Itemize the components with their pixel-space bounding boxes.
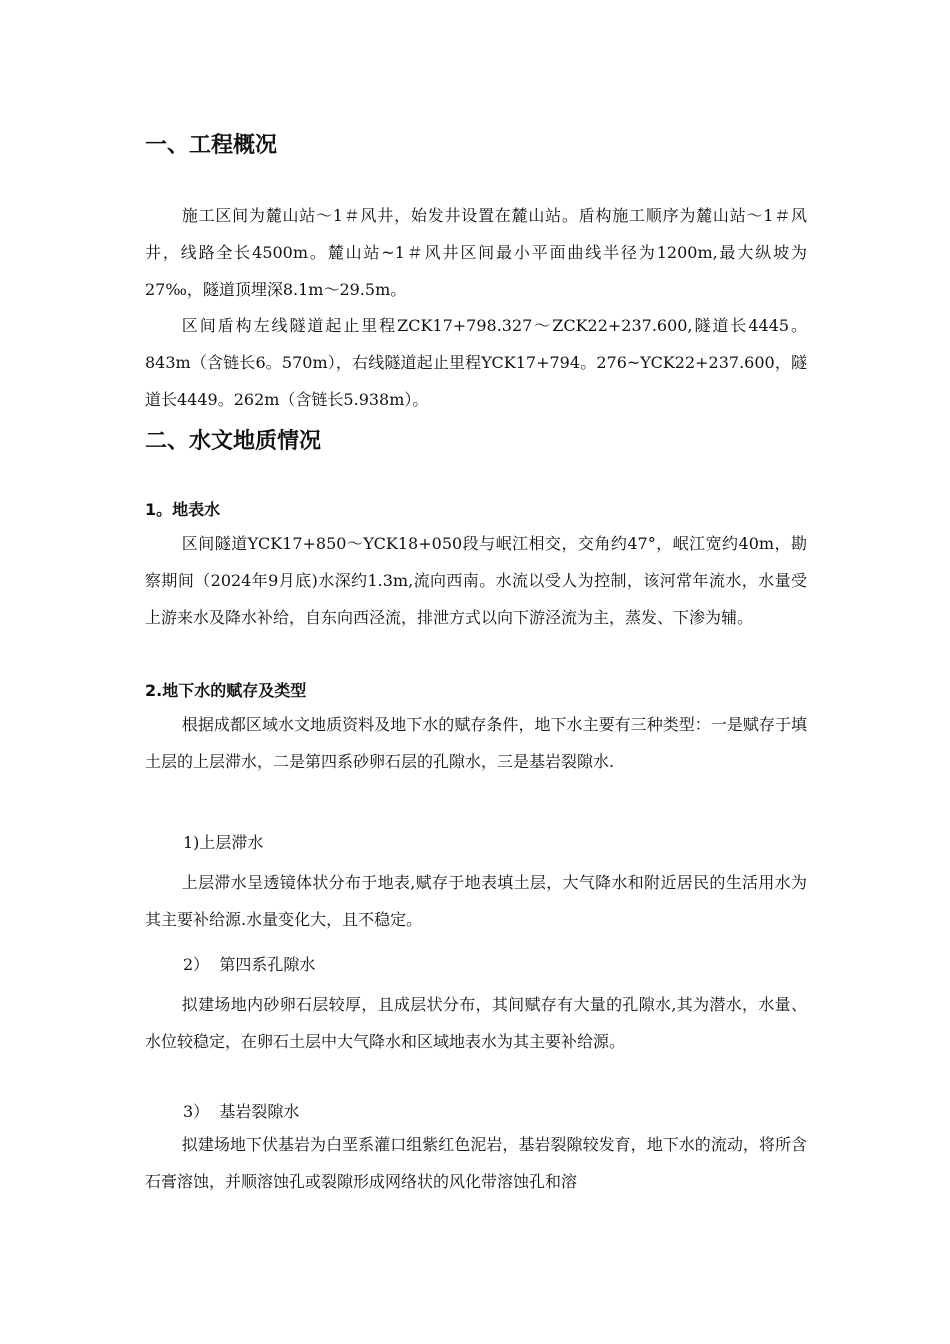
paragraph-groundwater-types: 根据成都区域水文地质资料及地下水的赋存条件，地下水主要有三种类型：一是赋存于填土层的上层滞水，二是第四系砂卵石层的孔隙水，三是基岩裂隙水. xyxy=(145,715,807,771)
paragraph-pore-water: 拟建场地内砂卵石层较厚，且成层状分布，其间赋存有大量的孔隙水,其为潜水，水量、水位较稳定，在卵石土层中大气降水和区域地表水为其主要补给源。 xyxy=(145,995,807,1051)
paragraph-fissure-water: 拟建场地下伏基岩为白垩系灌口组紫红色泥岩，基岩裂隙较发育，地下水的流动，将所含石膏溶蚀，并顺溶蚀孔或裂隙形成网络状的风化带溶蚀孔和溶 xyxy=(145,1135,807,1191)
section-heading-hydrogeology: 二、水文地质情况 xyxy=(145,429,322,454)
section-heading-project-overview: 一、工程概况 xyxy=(145,133,278,158)
item-title-perched-water: 1)上层滞水 xyxy=(183,833,264,852)
paragraph-construction-section: 施工区间为麓山站～1＃风井，始发井设置在麓山站。盾构施工顺序为麓山站～1＃风井，线路全长4500m。麓山站~1＃风井区间最小平面曲线半径为1200m,最大纵坡为27‰，隧道顶埋深8.1m～29.5m。 xyxy=(145,206,807,299)
subheading-surface-water: 1。地表水 xyxy=(145,500,221,519)
item-title-fissure-water: 3） 基岩裂隙水 xyxy=(183,1102,300,1121)
paragraph-tunnel-mileage: 区间盾构左线隧道起止里程ZCK17+798.327～ZCK22+237.600,隧道长4445。843m（含链长6。570m），右线隧道起止里程YCK17+794。276~YCK22+237.600，隧道长4449。262m（含链长5.938m）。 xyxy=(145,316,807,409)
paragraph-perched-water: 上层滞水呈透镜体状分布于地表,赋存于地表填土层，大气降水和附近居民的生活用水为其主要补给源.水量变化大，且不稳定。 xyxy=(145,873,807,929)
subheading-groundwater-types: 2.地下水的赋存及类型 xyxy=(145,681,307,700)
paragraph-surface-water: 区间隧道YCK17+850～YCK18+050段与岷江相交，交角约47°，岷江宽约40m，勘察期间（2024年9月底)水深约1.3m,流向西南。水流以受人为控制，该河常年流水，水量受上游来水及降水补给，自东向西泾流，排泄方式以向下游泾流为主，蒸发、下渗为辅。 xyxy=(145,534,807,627)
item-title-pore-water: 2） 第四系孔隙水 xyxy=(183,955,316,974)
